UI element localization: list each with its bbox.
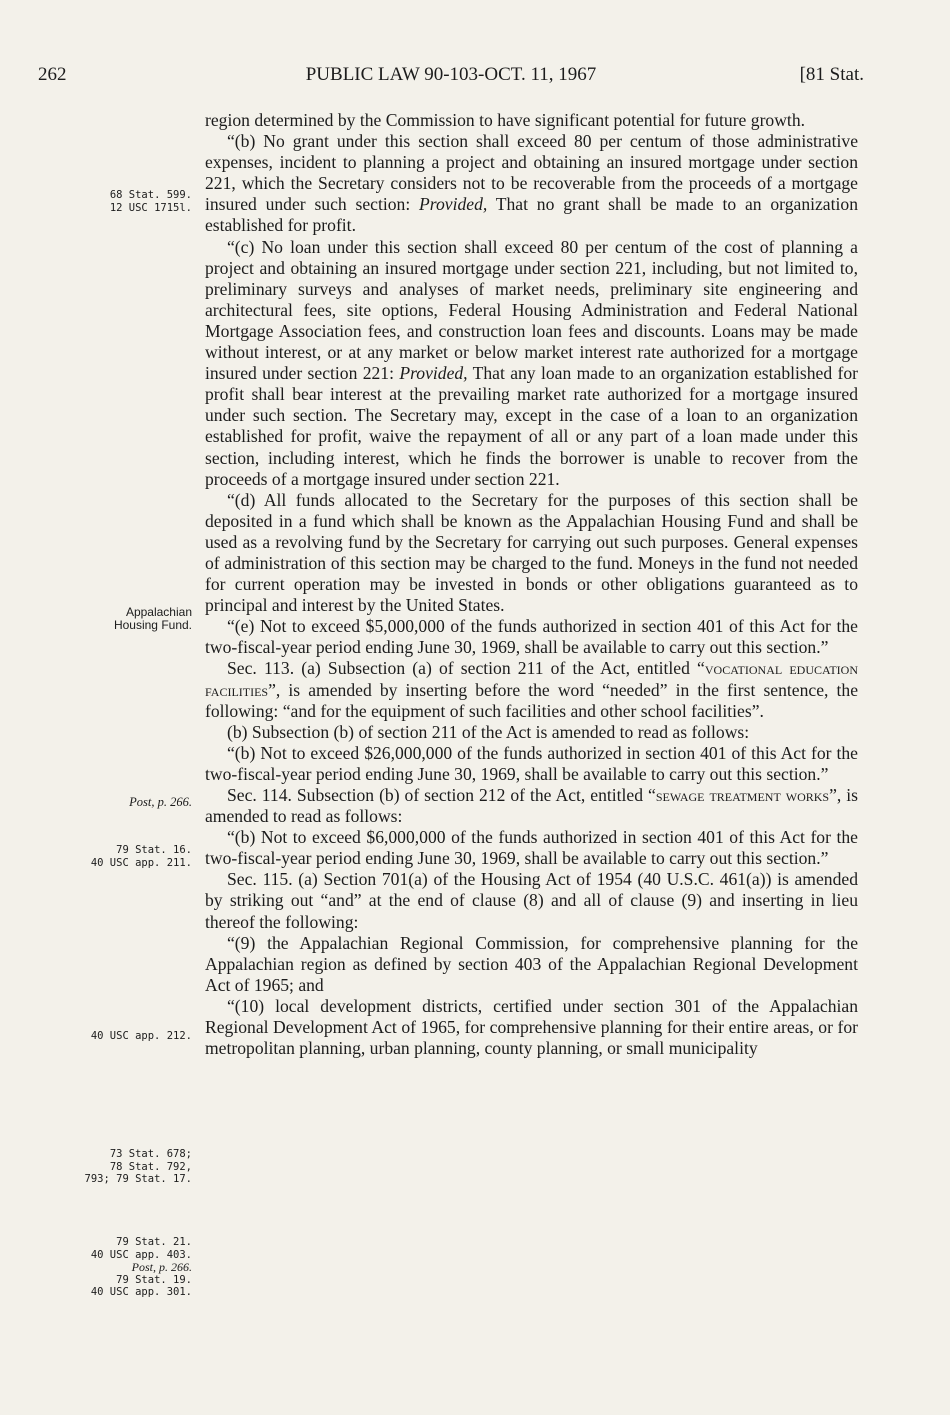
margin-note-79-stat-16: 79 Stat. 16. 40 USC app. 211. [90,844,192,869]
paragraph-b-grant-limit: “(b) No grant under this section shall exceed 80 per centum of those administrative expenses, incident to planning a project and obtaining an insured mortgage under section 221, which the Secretary considers not to be recoverable from the proceeds of a mortgage insured under such section: Provided, That no grant shall be made to an organization established for profit. [205,131,858,236]
margin-note-appalachian-housing-fund: Appalachian Housing Fund. [113,605,192,632]
paragraph-e-funding: “(e) Not to exceed $5,000,000 of the funds authorized in section 401 of this Act for the two-fiscal-year period ending June 30, 1969, shall be available to carry out this section.” [205,616,858,658]
margin-note-73-stat-678: 73 Stat. 678; 78 Stat. 792, 793; 79 Stat. 17. [84,1148,192,1185]
statute-body [205,110,858,1059]
page-header [38,64,864,88]
running-title: PUBLIC LAW 90-103-OCT. 11, 1967 [305,64,597,85]
margin-note-79-stat-21: 79 Stat. 21. 40 USC app. 403. Post, p. 266. 79 Stat. 19. 40 USC app. 301. [90,1236,192,1298]
page-number: 262 [38,64,67,85]
paragraph-c-loan-limit: “(c) No loan under this section shall exceed 80 per centum of the cost of planning a project and obtaining an insured mortgage under section 221, including, but not limited to, preliminary surveys and analyses of market needs, preliminary site engineering and architectural fees, site options, Federal Housing Administration and Federal National Mortgage Association fees, and construction loan fees and discounts. Loans may be made without interest, or at any market or below market interest rate authorized for a mortgage insured under section 221: Provided, That any loan made to an organization established for profit shall bear interest at the prevailing market rate authorized for a mortgage insured under such section. The Secretary may, except in the case of a loan to an organization established for profit, waive the repayment of all or any part of a loan made under this section, including interest, which he finds the borrower is unable to recover from the proceeds of a mortgage insured under section 221. [205,236,858,489]
volume-reference: [81 Stat. [799,64,864,85]
section-113-b-text: “(b) Not to exceed $26,000,000 of the funds authorized in section 401 of this Act for the two-fiscal-year period ending June 30, 1969, shall be available to carry out this section.” [205,742,858,784]
section-114: Sec. 114. Subsection (b) of section 212 of the Act, entitled “sewage treatment works”, is amended to read as follows: [205,785,859,827]
margin-note-40-usc-212: 40 USC app. 212. [90,1030,192,1042]
paragraph-d-housing-fund: “(d) All funds allocated to the Secretary for the purposes of this section shall be deposited in a fund which shall be known as the Appalachian Housing Fund and shall be used as a revolving fund by the Secretary for carrying out such purposes. General expenses of administration of this section may be charged to the fund. Moneys in the fund not needed for current operation may be invested in bonds or other obligations guaranteed as to principal and interest by the United States. [205,489,858,616]
paragraph: region determined by the Commission to have significant potential for future growth. [205,110,806,130]
section-113-b: (b) Subsection (b) of section 211 of the Act is amended to read as follows: [227,721,750,742]
section-113-a: Sec. 113. (a) Subsection (a) of section 211 of the Act, entitled “vocational education facilities”, is amended by inserting before the word “needed” in the first sentence, the following: “and for the equipment of such facilities and other school facilities”. [205,658,859,721]
section-115-a: Sec. 115. (a) Section 701(a) of the Housing Act of 1954 (40 U.S.C. 461(a)) is amended by striking out “and” at the end of clause (8) and all of clause (9) and inserting in lieu thereof the following: [205,869,858,932]
clause-10: “(10) local development districts, certified under section 301 of the Appalachian Regional Development Act of 1965, for comprehensive planning for their entire areas, or for metropolitan planning, urban planning, county planning, or small municipality [205,995,858,1059]
margin-note-68-stat: 68 Stat. 599. 12 USC 1715l. [109,189,192,214]
section-114-b-text: “(b) Not to exceed $6,000,000 of the funds authorized in section 401 of this Act for the two-fiscal-year period ending June 30, 1969, shall be available to carry out this section.” [205,827,858,869]
margin-note-post-266: Post, p. 266. [129,795,192,809]
clause-9: “(9) the Appalachian Regional Commission, for comprehensive planning for the Appalachian region as defined by section 403 of the Appalachian Regional Development Act of 1965; and [205,932,858,995]
